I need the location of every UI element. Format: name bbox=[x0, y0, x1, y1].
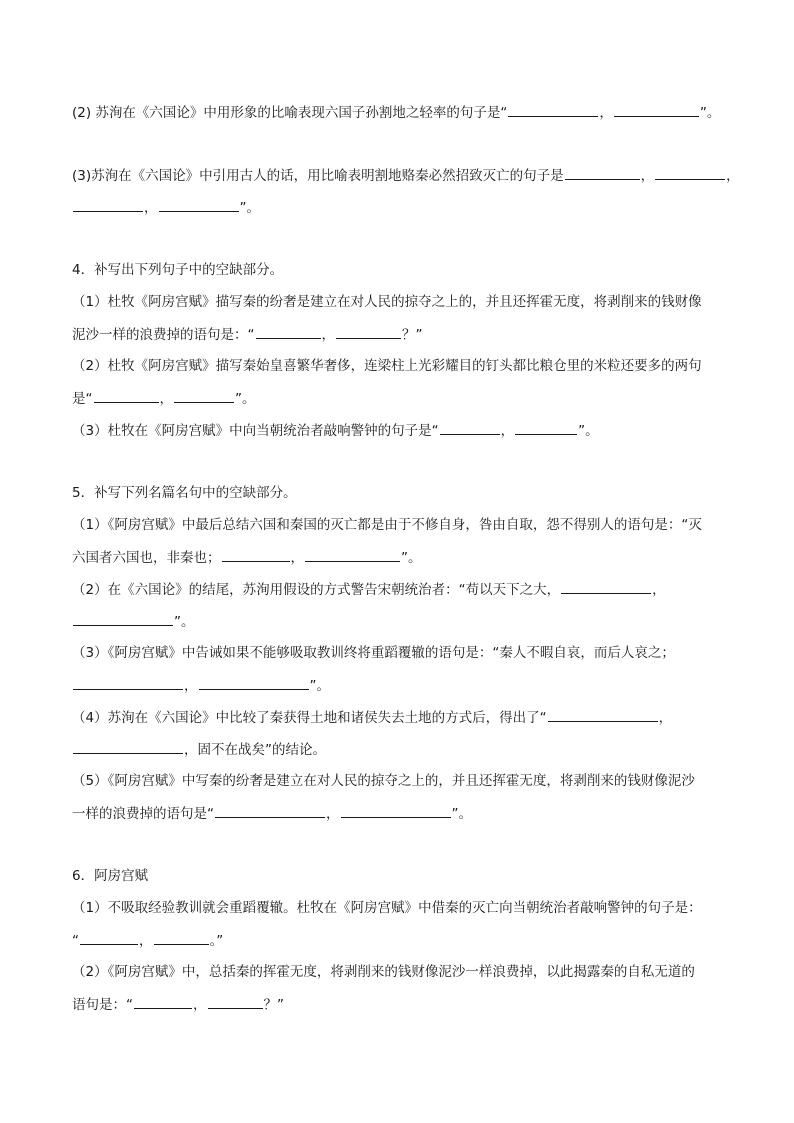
question-4-sub2 bbox=[72, 357, 727, 375]
text-segment: （4）苏洵在《六国论》中比较了秦获得土地和诸侯失去土地的方式后，得出了“ bbox=[72, 710, 547, 726]
text-segment: ， bbox=[184, 678, 198, 694]
text-segment: ， bbox=[144, 200, 158, 216]
text-segment: （1）杜牧《阿房宫赋》描写秦的纷奢是建立在对人民的掠夺之上的，并且还挥霍无度，将剥削来的钱财像 bbox=[72, 294, 702, 310]
answer-blank[interactable] bbox=[655, 166, 725, 180]
question-5-sub1-cont bbox=[72, 548, 727, 567]
answer-blank[interactable] bbox=[305, 548, 400, 562]
question-4-sub1 bbox=[72, 293, 727, 311]
text-segment: ， bbox=[640, 168, 655, 184]
text-segment: ”。 bbox=[309, 678, 330, 694]
text-segment: ”。 bbox=[578, 423, 599, 439]
question-6-sub1 bbox=[72, 899, 727, 917]
text-segment: “ bbox=[72, 933, 79, 949]
text-segment: ， bbox=[726, 168, 740, 184]
answer-blank[interactable] bbox=[154, 931, 209, 945]
question-4-heading bbox=[72, 261, 727, 279]
answer-blank[interactable] bbox=[548, 708, 658, 722]
text-segment: ， bbox=[159, 391, 173, 407]
text-segment: ， bbox=[658, 710, 673, 726]
answer-blank[interactable] bbox=[561, 580, 651, 594]
text-segment: ， bbox=[326, 806, 340, 822]
answer-blank[interactable] bbox=[159, 198, 239, 212]
answer-blank[interactable] bbox=[222, 548, 290, 562]
text-segment: （1）《阿房宫赋》中最后总结六国和秦国的灭亡都是由于不修自身，咎由自取，怨不得别人的语句是：“灭 bbox=[72, 517, 702, 533]
answer-blank[interactable] bbox=[199, 676, 309, 690]
text-segment: （3）杜牧在《阿房宫赋》中向当朝统治者敲响警钟的句子是“ bbox=[72, 423, 439, 439]
answer-blank[interactable] bbox=[80, 931, 138, 945]
text-segment: ， bbox=[599, 105, 613, 121]
question-5-sub3 bbox=[72, 644, 727, 662]
text-segment: ？” bbox=[263, 997, 284, 1013]
question-2-sub3-cont bbox=[72, 198, 727, 217]
question-6-sub2-cont bbox=[72, 995, 727, 1014]
question-5-sub3-cont bbox=[72, 676, 727, 695]
text-segment: (3)苏洵在《六国论》中引用古人的话，用比喻表明割地赂秦必然招致灭亡的句子是 bbox=[72, 168, 564, 184]
answer-blank[interactable] bbox=[614, 103, 699, 117]
text-segment: ， bbox=[321, 327, 335, 343]
text-segment: 4．补写出下列句子中的空缺部分。 bbox=[72, 262, 284, 278]
question-6-sub1-cont bbox=[72, 931, 727, 950]
text-segment: ”。 bbox=[235, 391, 256, 407]
text-segment: ”。 bbox=[451, 806, 472, 822]
text-segment: （2）《阿房宫赋》中，总括秦的挥霍无度，将剥削来的钱财像泥沙一样浪费掉，以此揭露秦的自私无道的 bbox=[72, 964, 695, 980]
question-5-sub2 bbox=[72, 580, 727, 599]
question-5-sub5 bbox=[72, 772, 727, 790]
answer-blank[interactable] bbox=[174, 389, 234, 403]
answer-blank[interactable] bbox=[508, 103, 598, 117]
question-2-sub3 bbox=[72, 166, 740, 185]
question-5-sub5-cont bbox=[72, 804, 727, 823]
text-segment: （5）《阿房宫赋》中写秦的纷奢是建立在对人民的掠夺之上的，并且还挥霍无度，将剥削来的钱财像泥沙 bbox=[72, 773, 695, 789]
question-5-sub1 bbox=[72, 516, 727, 534]
answer-blank[interactable] bbox=[73, 740, 183, 754]
answer-blank[interactable] bbox=[256, 325, 321, 339]
answer-blank[interactable] bbox=[336, 325, 401, 339]
text-segment: ， bbox=[290, 550, 304, 566]
text-segment: （2）在《六国论》的结尾，苏洵用假设的方式警告宋朝统治者：“苟以天下之大， bbox=[72, 582, 561, 598]
text-segment: 泥沙一样的浪费掉的语句是：“ bbox=[72, 327, 255, 343]
answer-blank[interactable] bbox=[215, 804, 325, 818]
text-segment: 6．阿房宫赋 bbox=[72, 868, 149, 884]
answer-blank[interactable] bbox=[440, 421, 500, 435]
text-segment: ， bbox=[139, 933, 153, 949]
text-segment: ， bbox=[500, 423, 515, 439]
text-segment: 一样的浪费掉的语句是“ bbox=[72, 806, 214, 822]
answer-blank[interactable] bbox=[341, 804, 451, 818]
answer-blank[interactable] bbox=[565, 166, 640, 180]
text-segment: ， bbox=[652, 582, 666, 598]
text-segment: ”。 bbox=[401, 550, 422, 566]
text-segment: （1）不吸取经验教训就会重蹈覆辙。杜牧在《阿房宫赋》中借秦的灭亡向当朝统治者敲响警钟的句子是： bbox=[72, 900, 702, 916]
text-segment: 5．补写下列名篇名句中的空缺部分。 bbox=[72, 485, 297, 501]
text-segment: ，固不在战矣”的结论。 bbox=[184, 742, 326, 758]
answer-blank[interactable] bbox=[134, 995, 192, 1009]
question-4-sub2-cont bbox=[72, 389, 727, 408]
text-segment: ”。 bbox=[239, 200, 260, 216]
answer-blank[interactable] bbox=[73, 198, 143, 212]
text-segment: ”。 bbox=[699, 105, 721, 121]
text-segment: ”。 bbox=[174, 614, 195, 630]
text-segment: 。” bbox=[209, 933, 224, 949]
question-5-sub4-cont bbox=[72, 740, 727, 759]
answer-blank[interactable] bbox=[73, 676, 183, 690]
text-segment: ？” bbox=[402, 327, 423, 343]
text-segment: (2) 苏洵在《六国论》中用形象的比喻表现六国子孙割地之轻率的句子是“ bbox=[72, 105, 508, 121]
question-5-sub2-cont bbox=[72, 612, 727, 631]
text-segment: （2）杜牧《阿房宫赋》描写秦始皇喜繁华奢侈，连梁柱上光彩耀目的钉头都比粮仓里的米粒还要多的两句 bbox=[72, 358, 702, 374]
answer-blank[interactable] bbox=[208, 995, 263, 1009]
text-segment: 语句是：“ bbox=[72, 997, 133, 1013]
question-6-sub2 bbox=[72, 963, 727, 981]
question-6-heading bbox=[72, 867, 727, 885]
text-segment: 是“ bbox=[72, 391, 93, 407]
text-segment: 六国者六国也，非秦也； bbox=[72, 550, 221, 566]
answer-blank[interactable] bbox=[73, 612, 173, 626]
question-4-sub3 bbox=[72, 421, 727, 440]
text-segment: （3）《阿房宫赋》中告诫如果不能够吸取教训终将重蹈覆辙的语句是：“秦人不暇自哀，而后人哀之； bbox=[72, 645, 675, 661]
question-5-sub4 bbox=[72, 708, 727, 727]
question-4-sub1-cont bbox=[72, 325, 727, 344]
answer-blank[interactable] bbox=[515, 421, 577, 435]
text-segment: ， bbox=[193, 997, 207, 1013]
answer-blank[interactable] bbox=[94, 389, 159, 403]
question-2-sub2 bbox=[72, 103, 727, 122]
question-5-heading bbox=[72, 484, 727, 502]
